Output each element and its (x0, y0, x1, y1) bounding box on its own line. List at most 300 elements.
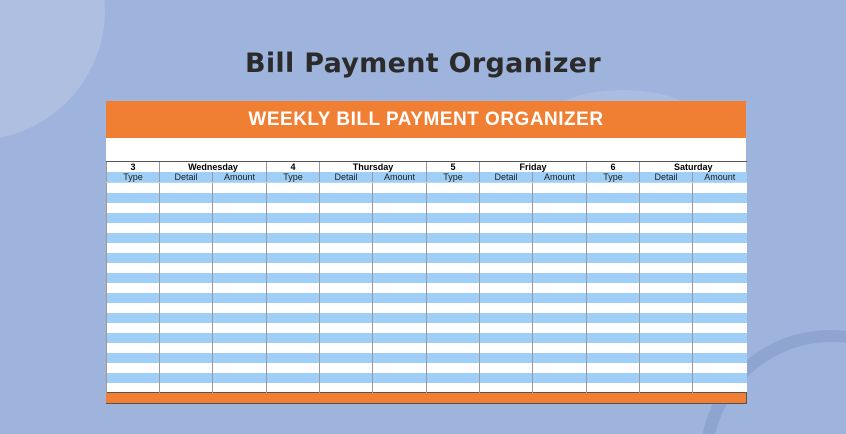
cell-amount[interactable] (533, 333, 587, 343)
cell-detail[interactable] (480, 333, 533, 343)
table-row (107, 243, 747, 253)
cell-type[interactable] (107, 293, 160, 303)
cell-amount[interactable] (373, 243, 427, 253)
cell-type[interactable] (107, 223, 160, 233)
cell-detail[interactable] (160, 363, 213, 373)
cell-detail[interactable] (480, 233, 533, 243)
cell-detail[interactable] (160, 193, 213, 203)
cell-detail[interactable] (640, 383, 693, 393)
cell-type[interactable] (587, 323, 640, 333)
table-row (107, 313, 747, 323)
cell-type[interactable] (427, 363, 480, 373)
cell-detail[interactable] (480, 213, 533, 223)
cell-detail[interactable] (640, 373, 693, 383)
cell-type[interactable] (267, 233, 320, 243)
cell-amount[interactable] (213, 343, 267, 353)
table-row (107, 293, 747, 303)
cell-detail[interactable] (640, 323, 693, 333)
column-header-amount: Amount (373, 172, 427, 183)
cell-detail[interactable] (320, 323, 373, 333)
cell-detail[interactable] (160, 233, 213, 243)
cell-detail[interactable] (320, 213, 373, 223)
cell-amount[interactable] (373, 233, 427, 243)
cell-type[interactable] (267, 383, 320, 393)
cell-amount[interactable] (693, 333, 747, 343)
cell-detail[interactable] (320, 373, 373, 383)
cell-detail[interactable] (320, 283, 373, 293)
table-body (107, 183, 747, 393)
cell-detail[interactable] (160, 313, 213, 323)
cell-detail[interactable] (160, 243, 213, 253)
table-row (107, 203, 747, 213)
cell-type[interactable] (267, 303, 320, 313)
cell-type[interactable] (587, 203, 640, 213)
cell-type[interactable] (587, 273, 640, 283)
cell-amount[interactable] (693, 183, 747, 193)
cell-detail[interactable] (640, 293, 693, 303)
cell-amount[interactable] (213, 293, 267, 303)
cell-detail[interactable] (160, 333, 213, 343)
cell-amount[interactable] (693, 203, 747, 213)
cell-amount[interactable] (213, 283, 267, 293)
cell-detail[interactable] (640, 343, 693, 353)
cell-amount[interactable] (373, 223, 427, 233)
cell-detail[interactable] (160, 373, 213, 383)
cell-type[interactable] (267, 283, 320, 293)
cell-amount[interactable] (533, 183, 587, 193)
cell-type[interactable] (427, 283, 480, 293)
cell-amount[interactable] (533, 253, 587, 263)
cell-detail[interactable] (160, 303, 213, 313)
cell-detail[interactable] (480, 273, 533, 283)
cell-detail[interactable] (640, 263, 693, 273)
table-row (107, 183, 747, 193)
cell-detail[interactable] (320, 193, 373, 203)
cell-amount[interactable] (213, 253, 267, 263)
cell-type[interactable] (427, 263, 480, 273)
cell-amount[interactable] (373, 353, 427, 363)
cell-amount[interactable] (693, 193, 747, 203)
cell-amount[interactable] (533, 263, 587, 273)
table-row (107, 233, 747, 243)
cell-amount[interactable] (373, 313, 427, 323)
cell-amount[interactable] (693, 353, 747, 363)
sheet-banner: WEEKLY BILL PAYMENT ORGANIZER (106, 101, 746, 138)
cell-type[interactable] (107, 193, 160, 203)
cell-detail[interactable] (480, 343, 533, 353)
cell-detail[interactable] (640, 213, 693, 223)
page-title: Bill Payment Organizer (244, 48, 601, 79)
cell-detail[interactable] (480, 363, 533, 373)
cell-detail[interactable] (160, 323, 213, 333)
cell-amount[interactable] (373, 303, 427, 313)
day-name: Wednesday (160, 162, 267, 173)
column-header-detail: Detail (480, 172, 533, 183)
cell-type[interactable] (107, 353, 160, 363)
sheet-bottom-bar (106, 393, 746, 403)
cell-amount[interactable] (213, 203, 267, 213)
cell-detail[interactable] (480, 253, 533, 263)
cell-amount[interactable] (373, 203, 427, 213)
cell-amount[interactable] (533, 223, 587, 233)
cell-detail[interactable] (480, 313, 533, 323)
cell-amount[interactable] (213, 383, 267, 393)
column-header-amount: Amount (693, 172, 747, 183)
cell-amount[interactable] (213, 213, 267, 223)
cell-amount[interactable] (533, 343, 587, 353)
cell-type[interactable] (107, 263, 160, 273)
day-number: 4 (267, 162, 320, 173)
cell-detail[interactable] (320, 293, 373, 303)
cell-type[interactable] (587, 303, 640, 313)
cell-detail[interactable] (640, 333, 693, 343)
cell-amount[interactable] (373, 293, 427, 303)
cell-type[interactable] (267, 213, 320, 223)
cell-amount[interactable] (693, 383, 747, 393)
cell-amount[interactable] (533, 193, 587, 203)
table-row (107, 253, 747, 263)
cell-type[interactable] (587, 213, 640, 223)
cell-amount[interactable] (533, 233, 587, 243)
cell-type[interactable] (587, 313, 640, 323)
cell-detail[interactable] (160, 273, 213, 283)
cell-type[interactable] (427, 223, 480, 233)
cell-type[interactable] (267, 273, 320, 283)
table-row (107, 303, 747, 313)
cell-type[interactable] (107, 333, 160, 343)
cell-amount[interactable] (373, 183, 427, 193)
column-header-type: Type (427, 172, 480, 183)
cell-amount[interactable] (533, 353, 587, 363)
cell-detail[interactable] (320, 203, 373, 213)
cell-type[interactable] (267, 293, 320, 303)
day-name: Saturday (640, 162, 747, 173)
cell-amount[interactable] (213, 263, 267, 273)
cell-amount[interactable] (373, 383, 427, 393)
cell-amount[interactable] (213, 323, 267, 333)
cell-amount[interactable] (373, 333, 427, 343)
cell-amount[interactable] (693, 323, 747, 333)
cell-type[interactable] (267, 243, 320, 253)
cell-type[interactable] (107, 213, 160, 223)
column-header-detail: Detail (640, 172, 693, 183)
cell-type[interactable] (587, 333, 640, 343)
cell-amount[interactable] (533, 283, 587, 293)
cell-amount[interactable] (693, 243, 747, 253)
cell-type[interactable] (427, 373, 480, 383)
table-row (107, 213, 747, 223)
table-row (107, 223, 747, 233)
cell-amount[interactable] (693, 313, 747, 323)
cell-amount[interactable] (693, 233, 747, 243)
cell-detail[interactable] (320, 183, 373, 193)
cell-type[interactable] (427, 353, 480, 363)
cell-detail[interactable] (480, 283, 533, 293)
cell-amount[interactable] (213, 193, 267, 203)
cell-amount[interactable] (213, 373, 267, 383)
cell-detail[interactable] (160, 343, 213, 353)
cell-type[interactable] (427, 303, 480, 313)
cell-detail[interactable] (640, 303, 693, 313)
cell-amount[interactable] (693, 263, 747, 273)
table-row (107, 193, 747, 203)
cell-amount[interactable] (693, 373, 747, 383)
cell-detail[interactable] (320, 273, 373, 283)
cell-detail[interactable] (640, 283, 693, 293)
cell-amount[interactable] (373, 193, 427, 203)
cell-amount[interactable] (373, 213, 427, 223)
cell-detail[interactable] (480, 303, 533, 313)
cell-amount[interactable] (213, 273, 267, 283)
cell-amount[interactable] (533, 243, 587, 253)
cell-type[interactable] (587, 233, 640, 243)
cell-detail[interactable] (480, 323, 533, 333)
cell-type[interactable] (107, 243, 160, 253)
table-row (107, 373, 747, 383)
cell-type[interactable] (427, 333, 480, 343)
cell-detail[interactable] (640, 223, 693, 233)
cell-amount[interactable] (373, 273, 427, 283)
cell-detail[interactable] (480, 263, 533, 273)
cell-type[interactable] (267, 263, 320, 273)
cell-amount[interactable] (533, 363, 587, 373)
cell-amount[interactable] (373, 373, 427, 383)
day-number: 3 (107, 162, 160, 173)
cell-type[interactable] (267, 313, 320, 323)
cell-detail[interactable] (160, 253, 213, 263)
cell-type[interactable] (587, 223, 640, 233)
cell-amount[interactable] (533, 213, 587, 223)
cell-detail[interactable] (160, 353, 213, 363)
cell-type[interactable] (587, 253, 640, 263)
cell-type[interactable] (427, 273, 480, 283)
cell-amount[interactable] (693, 283, 747, 293)
cell-detail[interactable] (160, 213, 213, 223)
cell-type[interactable] (587, 263, 640, 273)
cell-detail[interactable] (160, 283, 213, 293)
cell-type[interactable] (107, 253, 160, 263)
cell-detail[interactable] (320, 233, 373, 243)
cell-amount[interactable] (533, 373, 587, 383)
spacer-row (106, 138, 746, 161)
cell-type[interactable] (587, 343, 640, 353)
cell-type[interactable] (587, 283, 640, 293)
cell-type[interactable] (107, 283, 160, 293)
column-header-type: Type (587, 172, 640, 183)
cell-amount[interactable] (693, 253, 747, 263)
cell-type[interactable] (107, 383, 160, 393)
cell-amount[interactable] (533, 383, 587, 393)
cell-amount[interactable] (373, 343, 427, 353)
cell-amount[interactable] (373, 283, 427, 293)
cell-type[interactable] (587, 243, 640, 253)
cell-detail[interactable] (480, 293, 533, 303)
cell-amount[interactable] (373, 253, 427, 263)
cell-type[interactable] (107, 373, 160, 383)
cell-detail[interactable] (640, 253, 693, 263)
table-row (107, 363, 747, 373)
table-row (107, 343, 747, 353)
cell-amount[interactable] (533, 313, 587, 323)
cell-type[interactable] (427, 383, 480, 393)
cell-detail[interactable] (480, 383, 533, 393)
cell-amount[interactable] (693, 343, 747, 353)
cell-type[interactable] (427, 183, 480, 193)
cell-type[interactable] (267, 223, 320, 233)
cell-detail[interactable] (320, 243, 373, 253)
cell-detail[interactable] (640, 193, 693, 203)
cell-detail[interactable] (320, 253, 373, 263)
cell-amount[interactable] (213, 233, 267, 243)
cell-type[interactable] (107, 313, 160, 323)
column-header-amount: Amount (213, 172, 267, 183)
cell-type[interactable] (427, 193, 480, 203)
cell-detail[interactable] (320, 363, 373, 373)
cell-detail[interactable] (640, 363, 693, 373)
column-header-detail: Detail (320, 172, 373, 183)
cell-type[interactable] (267, 373, 320, 383)
day-number: 6 (587, 162, 640, 173)
cell-type[interactable] (107, 273, 160, 283)
cell-amount[interactable] (213, 353, 267, 363)
cell-amount[interactable] (213, 313, 267, 323)
cell-amount[interactable] (213, 223, 267, 233)
cell-amount[interactable] (533, 303, 587, 313)
day-row (107, 162, 747, 173)
table-row (107, 263, 747, 273)
cell-type[interactable] (587, 353, 640, 363)
cell-type[interactable] (267, 353, 320, 363)
cell-type[interactable] (107, 233, 160, 243)
cell-detail[interactable] (480, 353, 533, 363)
cell-detail[interactable] (640, 243, 693, 253)
cell-type[interactable] (107, 183, 160, 193)
cell-detail[interactable] (320, 223, 373, 233)
cell-detail[interactable] (480, 203, 533, 213)
cell-amount[interactable] (213, 303, 267, 313)
cell-amount[interactable] (693, 303, 747, 313)
cell-detail[interactable] (640, 183, 693, 193)
cell-amount[interactable] (693, 223, 747, 233)
cell-type[interactable] (107, 323, 160, 333)
cell-type[interactable] (107, 303, 160, 313)
cell-detail[interactable] (320, 343, 373, 353)
table-row (107, 273, 747, 283)
cell-detail[interactable] (320, 383, 373, 393)
cell-amount[interactable] (533, 293, 587, 303)
cell-type[interactable] (267, 203, 320, 213)
cell-detail[interactable] (320, 313, 373, 323)
cell-type[interactable] (587, 183, 640, 193)
cell-detail[interactable] (480, 193, 533, 203)
cell-type[interactable] (427, 203, 480, 213)
cell-amount[interactable] (373, 323, 427, 333)
cell-detail[interactable] (640, 273, 693, 283)
cell-detail[interactable] (480, 243, 533, 253)
column-header-amount: Amount (533, 172, 587, 183)
cell-detail[interactable] (640, 313, 693, 323)
day-name: Thursday (320, 162, 427, 173)
cell-type[interactable] (587, 193, 640, 203)
cell-detail[interactable] (160, 293, 213, 303)
cell-type[interactable] (587, 363, 640, 373)
cell-type[interactable] (587, 383, 640, 393)
cell-detail[interactable] (640, 203, 693, 213)
cell-detail[interactable] (320, 353, 373, 363)
cell-type[interactable] (267, 253, 320, 263)
cell-detail[interactable] (640, 233, 693, 243)
cell-detail[interactable] (160, 383, 213, 393)
cell-amount[interactable] (693, 363, 747, 373)
cell-type[interactable] (427, 233, 480, 243)
cell-type[interactable] (427, 323, 480, 333)
cell-amount[interactable] (213, 333, 267, 343)
cell-detail[interactable] (640, 353, 693, 363)
cell-type[interactable] (427, 213, 480, 223)
column-header-detail: Detail (160, 172, 213, 183)
table-row (107, 323, 747, 333)
cell-type[interactable] (107, 203, 160, 213)
cell-type[interactable] (107, 363, 160, 373)
cell-type[interactable] (427, 243, 480, 253)
cell-amount[interactable] (373, 363, 427, 373)
column-header-row (107, 172, 747, 183)
cell-detail[interactable] (160, 223, 213, 233)
cell-type[interactable] (267, 333, 320, 343)
cell-detail[interactable] (160, 183, 213, 193)
cell-detail[interactable] (320, 263, 373, 273)
cell-detail[interactable] (320, 303, 373, 313)
cell-amount[interactable] (533, 203, 587, 213)
cell-type[interactable] (587, 293, 640, 303)
cell-detail[interactable] (480, 223, 533, 233)
table-row (107, 283, 747, 293)
cell-type[interactable] (267, 323, 320, 333)
cell-detail[interactable] (480, 183, 533, 193)
cell-amount[interactable] (213, 183, 267, 193)
cell-detail[interactable] (160, 263, 213, 273)
cell-type[interactable] (587, 373, 640, 383)
column-header-type: Type (107, 172, 160, 183)
cell-detail[interactable] (320, 333, 373, 343)
cell-amount[interactable] (533, 323, 587, 333)
cell-amount[interactable] (373, 263, 427, 273)
cell-type[interactable] (107, 343, 160, 353)
day-number: 5 (427, 162, 480, 173)
cell-type[interactable] (427, 343, 480, 353)
cell-amount[interactable] (533, 273, 587, 283)
cell-type[interactable] (267, 343, 320, 353)
cell-type[interactable] (427, 293, 480, 303)
cell-detail[interactable] (480, 373, 533, 383)
cell-detail[interactable] (160, 203, 213, 213)
table-row (107, 353, 747, 363)
day-name: Friday (480, 162, 587, 173)
cell-amount[interactable] (693, 293, 747, 303)
organizer-sheet (106, 101, 746, 403)
cell-type[interactable] (267, 363, 320, 373)
cell-amount[interactable] (693, 213, 747, 223)
cell-amount[interactable] (213, 243, 267, 253)
table-row (107, 383, 747, 393)
cell-amount[interactable] (213, 363, 267, 373)
cell-type[interactable] (427, 313, 480, 323)
cell-type[interactable] (267, 183, 320, 193)
cell-amount[interactable] (693, 273, 747, 283)
cell-type[interactable] (427, 253, 480, 263)
cell-type[interactable] (267, 193, 320, 203)
table-row (107, 333, 747, 343)
